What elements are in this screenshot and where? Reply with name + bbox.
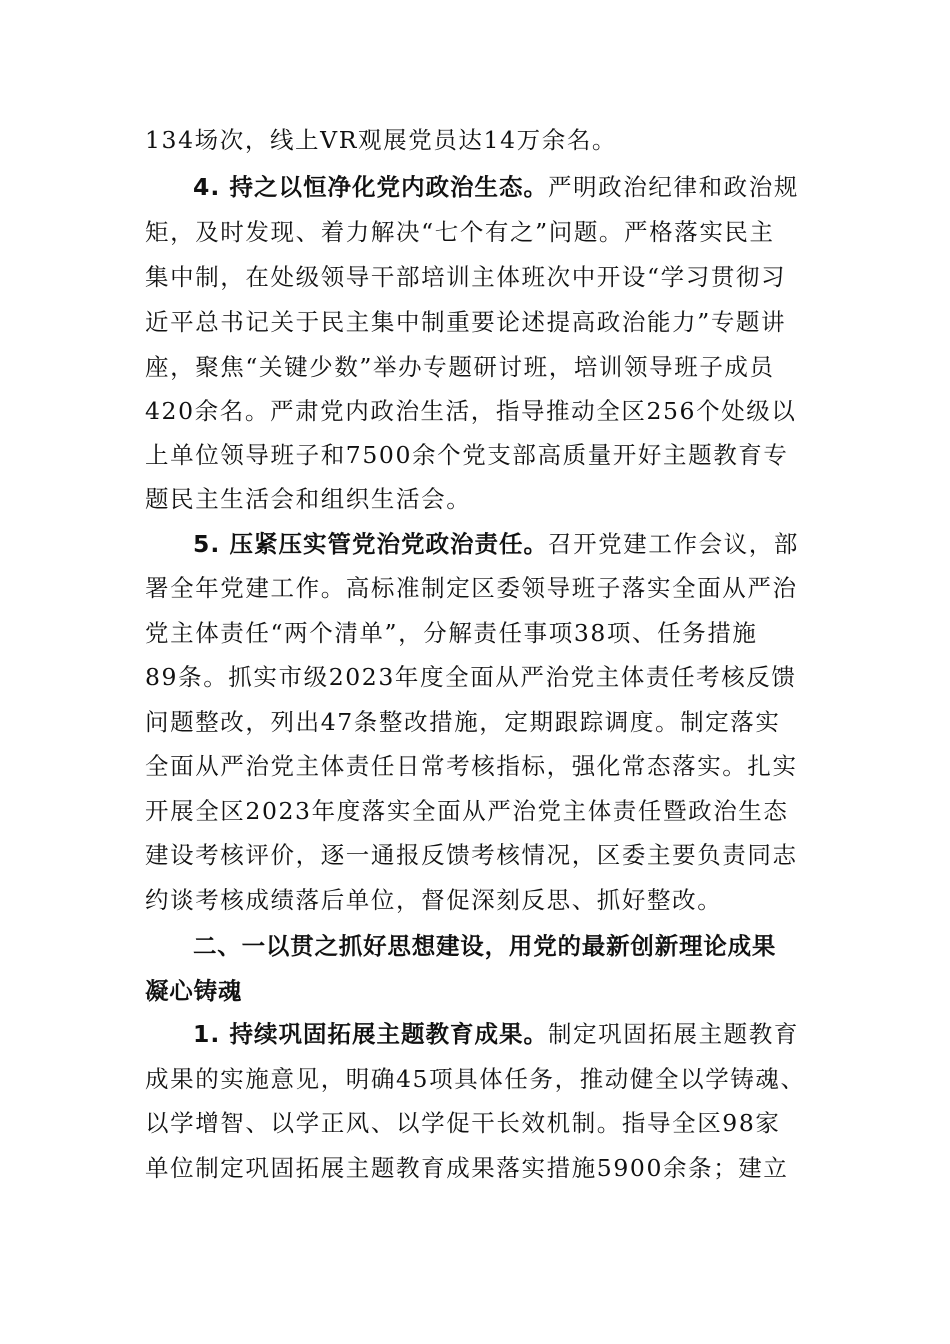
paragraph-line: 成果的实施意见，明确45项具体任务，推动健全以学铸魂、 xyxy=(145,1065,806,1093)
line-text: 严明政治纪律和政治规 xyxy=(547,173,799,201)
paragraph-line: 以学增智、以学正风、以学促干长效机制。指导全区98家 xyxy=(145,1109,781,1137)
section-lead: 4. 持之以恒净化党内政治生态。 xyxy=(193,173,548,201)
paragraph-line: 党主体责任“两个清单”，分解责任事项38项、任务措施 xyxy=(145,619,758,647)
paragraph-line xyxy=(193,172,825,202)
paragraph-line: 署全年党建工作。高标准制定区委领导班子落实全面从严治 xyxy=(145,574,798,602)
section-lead: 5. 压紧压实管党治党政治责任。 xyxy=(193,530,548,558)
line-text: 制定巩固拓展主题教育 xyxy=(547,1020,799,1048)
line-text: 召开党建工作会议，部 xyxy=(547,530,799,558)
paragraph-line: 单位制定巩固拓展主题教育成果落实措施5900余条；建立 xyxy=(145,1154,789,1182)
paragraph-line: 集中制，在处级领导干部培训主体班次中开设“学习贯彻习 xyxy=(145,263,787,291)
paragraph-line: 134场次，线上VR观展党员达14万余名。 xyxy=(145,126,618,154)
paragraph-line xyxy=(193,1019,825,1049)
paragraph-line: 全面从严治党主体责任日常考核指标，强化常态落实。扎实 xyxy=(145,752,798,780)
paragraph-line xyxy=(193,529,825,559)
paragraph-line: 题民主生活会和组织生活会。 xyxy=(145,485,472,513)
paragraph-line: 约谈考核成绩落后单位，督促深刻反思、抓好整改。 xyxy=(145,886,723,914)
section-heading: 凝心铸魂 xyxy=(145,977,243,1005)
section-heading: 二、一以贯之抓好思想建设，用党的最新创新理论成果 xyxy=(193,932,777,960)
paragraph-line: 问题整改，列出47条整改措施，定期跟踪调度。制定落实 xyxy=(145,708,781,736)
paragraph-line: 89条。抓实市级2023年度全面从严治党主体责任考核反馈 xyxy=(145,663,797,691)
paragraph-line: 420余名。严肃党内政治生活，指导推动全区256个处级以 xyxy=(145,397,797,425)
paragraph-line: 近平总书记关于民主集中制重要论述提高政治能力”专题讲 xyxy=(145,308,787,336)
paragraph-line: 上单位领导班子和7500余个党支部高质量开好主题教育专 xyxy=(145,441,789,469)
paragraph-line: 开展全区2023年度落实全面从严治党主体责任暨政治生态 xyxy=(145,797,789,825)
paragraph-line: 建设考核评价，逐一通报反馈考核情况，区委主要负责同志 xyxy=(145,841,798,869)
paragraph-line: 矩，及时发现、着力解决“七个有之”问题。严格落实民主 xyxy=(145,218,775,246)
paragraph-line: 座，聚焦“关键少数”举办专题研讨班，培训领导班子成员 xyxy=(145,353,775,381)
section-lead: 1. 持续巩固拓展主题教育成果。 xyxy=(193,1020,548,1048)
